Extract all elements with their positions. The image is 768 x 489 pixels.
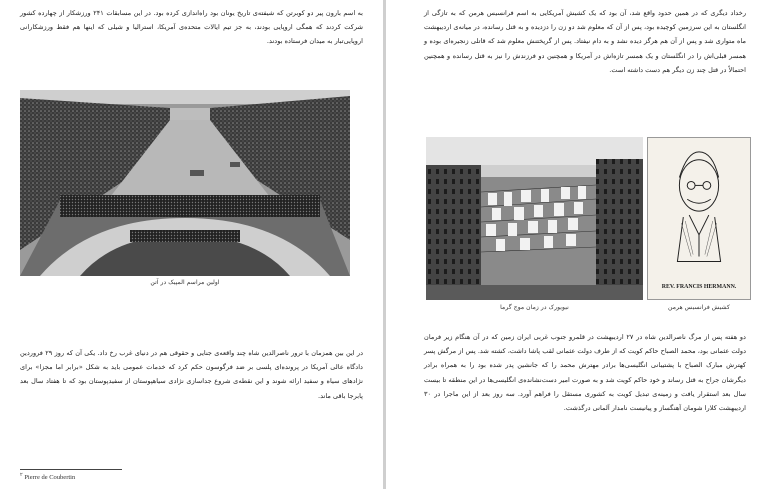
herrmann-plate-label: REV. FRANCIS HERMANN. <box>661 284 737 291</box>
footnote-rule <box>20 469 122 470</box>
left-paragraph-bottom: در این بین همزمان با ترور ناصرالدین شاه چند واقعه‌ی جنایی و حقوقی هم در دنیای غرب رخ داد. یکی آن که روز ۲۹ فروردین دادگاه عالی آمریکا در پرونده‌ای پلسی بر ضد فرگوسون حکم کرد که خدمات عمومی باید به شکل «برابر اما مجزا» برای نژادهای سیاه و سفید ارائه شوند و این نقطه‌ی شروع جداسازی نژادی سیاهپوستان از سفیدپوستان بود که تا هفتاد سال بعد پابرجا باقی ماند. <box>20 349 364 400</box>
olympics-photo-caption: اولین مراسم المپیک در آتن <box>150 279 220 286</box>
left-page <box>0 0 383 489</box>
footnote <box>20 472 75 481</box>
herrmann-engraving-image <box>648 138 750 299</box>
newyork-rooftops-image <box>426 137 643 300</box>
newyork-photo-caption: نیویورک در زمان موج گرما <box>500 304 569 311</box>
herrmann-photo-caption: کشیش فرانسیس هرمن <box>668 304 730 311</box>
right-paragraph-bottom: دو هفته پس از مرگ ناصرالدین شاه در ۲۷ اردیبهشت در قلمرو جنوب غربی ایران زمین که در آن هنگام زیر فرمان دولت عثمانی بود، محمد الصباح حاکم کویت که از طرف دولت عثمانی لقب پاشا داشت، کشته شد. پس از مرگش پسر کهترش مبارک الصباح با پشتیبانی انگلیسی‌ها برادر مهترش محمد را که جانشین پدر شده بود را به همراه برادر دیگرشان جراح به قتل رساند و خود حاکم کویت شد و به صورت امیر دست‌نشانده‌ی انگلیسی‌ها در این منطقه تا بیست سال بعد استقرار یافت و زمینه‌ی تبدیل کویت به کشوری مستقل را فراهم آورد. سه روز بعد از این ماجرا در ۳۰ اردیبهشت کلارا شومان آهنگساز و پیانیست نامدار آلمانی درگذشت. <box>424 333 746 413</box>
newyork-photo <box>426 137 643 300</box>
olympics-photo <box>20 90 350 276</box>
footnote-marker: ۲ <box>20 473 23 478</box>
herrmann-portrait <box>647 137 751 300</box>
olympic-stadium-image <box>20 90 350 276</box>
left-paragraph-top: به اسم بارون پیر دو کوبرتن که شیفته‌ی تاریخ یونان بود راه‌اندازی کرده بود. در این مسابقات ۲۴۱ ورزشکار از چهارده کشور شرکت کردند که همگی اروپایی بودند، به جز تیم ایالات متحده‌ی آمریکا، استرالیا و شیلی که اینها هم فقط ورزشکارانی اروپایی‌تبار به میدان فرستاده بودند. <box>20 9 364 46</box>
right-paragraph-top: رخداد دیگری که در همین حدود واقع شد، آن بود که یک کشیش آمریکایی به اسم فرانسیس هرمن که به تازگی از انگلستان به این سرزمین کوچیده بود، پس از آن که معلوم شد دو زن را دزدیده و به قتل رسانده، در میانه‌ی اردیبهشت ماه متواری شد و پس از آن هم هرگز دیده نشد و به دام نیفتاد. پس از گریختنش معلوم شد که قاتلی زنجیره‌ای بوده و همسر قبلی‌اش را در انگلستان و یک همسر تازه‌اش در آمریکا و همچنین دو فرزندش را نیز به قتل رسانده و همچنین احتمالاً در قتل چند زن دیگر هم دست داشته است. <box>424 9 746 74</box>
right-page <box>386 0 768 489</box>
footnote-text: Pierre de Coubertin <box>24 474 76 482</box>
